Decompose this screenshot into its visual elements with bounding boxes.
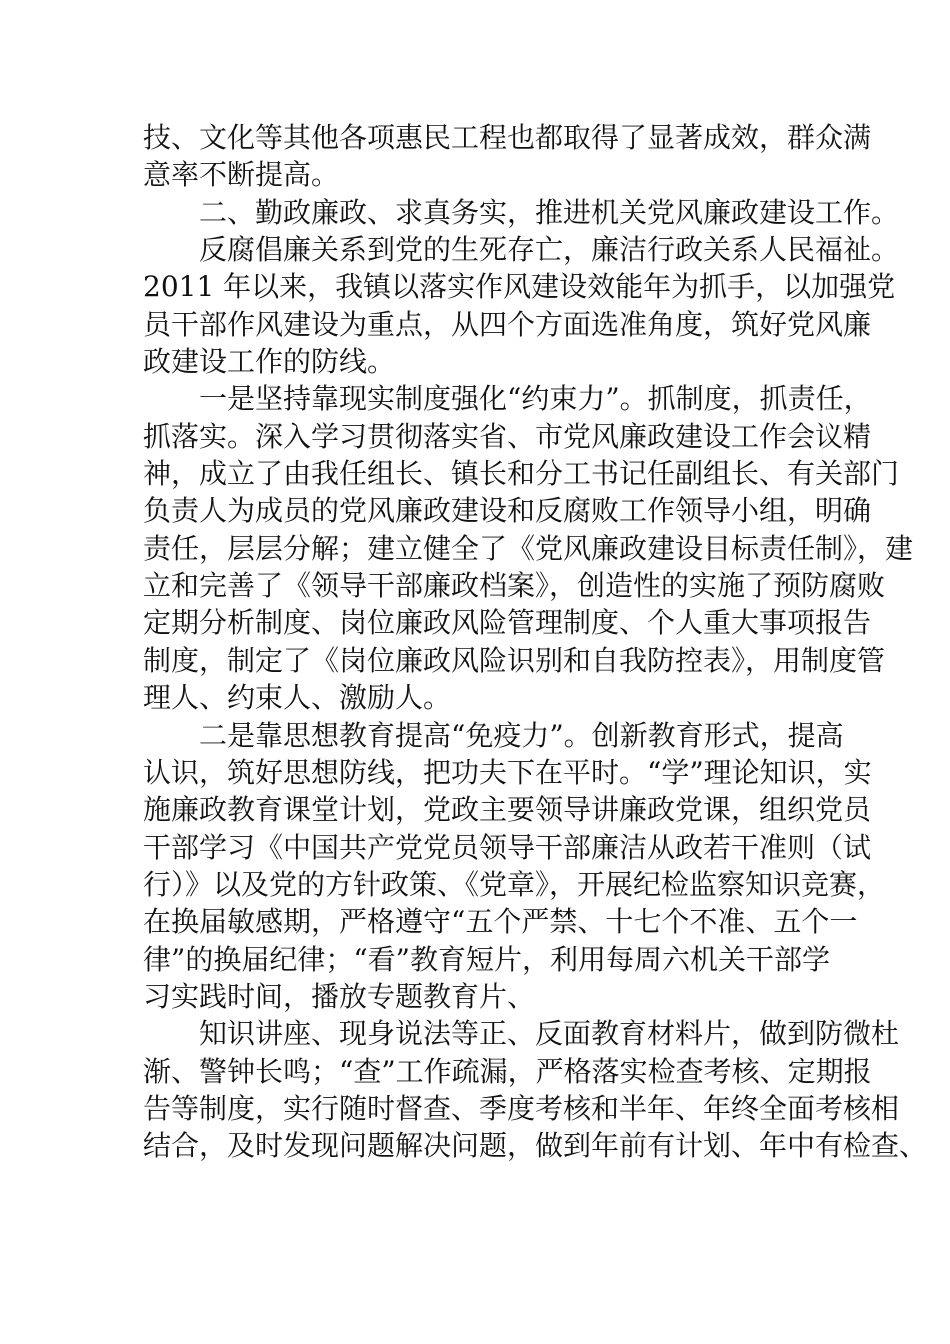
body-line: 员干部作风建设为重点，从四个方面选准角度，筑好党风廉 [143, 307, 872, 341]
paragraph-first-line: 二是靠思想教育提高“免疫力”。创新教育形式，提高 [199, 718, 844, 752]
body-line: 干部学习《中国共产党党员领导干部廉洁从政若干准则（试 [143, 830, 872, 864]
body-line: 渐、警钟长鸣；“查”工作疏漏，严格落实检查考核、定期报 [143, 1054, 872, 1088]
body-line: 认识，筑好思想防线，把功夫下在平时。“学”理论知识，实 [143, 755, 872, 789]
body-line: 意率不断提高。 [143, 158, 340, 192]
paragraph-first-line: 反腐倡廉关系到党的生死存亡，廉洁行政关系人民福祉。 [199, 233, 900, 267]
paragraph-first-line: 一是坚持靠现实制度强化“约束力”。抓制度，抓责任， [199, 382, 872, 416]
body-line: 负责人为成员的党风廉政建设和反腐败工作领导小组，明确 [143, 494, 872, 528]
body-line: 理人、约束人、激励人。 [143, 681, 452, 715]
body-line: 抓落实。深入学习贯彻落实省、市党风廉政建设工作会议精 [143, 419, 872, 453]
body-line: 技、文化等其他各项惠民工程也都取得了显著成效，群众满 [143, 121, 872, 154]
body-line: 制度，制定了《岗位廉政风险识别和自我防控表》，用制度管 [143, 643, 886, 677]
body-line: 2011 年以来，我镇以落实作风建设效能年为抓手，以加强党 [143, 270, 896, 304]
body-line: 结合，及时发现问题解决问题，做到年前有计划、年中有检查、 [143, 1129, 928, 1163]
body-line: 定期分析制度、岗位廉政风险管理制度、个人重大事项报告 [143, 606, 872, 640]
body-line: 习实践时间，播放专题教育片、 [143, 979, 536, 1013]
body-line: 责任，层层分解；建立健全了《党风廉政建设目标责任制》，建 [143, 531, 914, 565]
body-line: 在换届敏感期，严格遵守“五个严禁、十七个不准、五个一 [143, 905, 858, 939]
body-line: 神，成立了由我任组长、镇长和分工书记任副组长、有关部门 [143, 457, 900, 491]
body-line: 施廉政教育课堂计划，党政主要领导讲廉政党课，组织党员 [143, 793, 872, 827]
paragraph-first-line: 知识讲座、现身说法等正、反面教育材料片，做到防微杜 [199, 1017, 900, 1051]
document-body [143, 119, 928, 1165]
body-line: 行）》以及党的方针政策、《党章》，开展纪检监察知识竞赛， [143, 867, 886, 901]
body-line: 告等制度，实行随时督查、季度考核和半年、年终全面考核相 [143, 1091, 900, 1125]
body-line: 律”的换届纪律；“看”教育短片，利用每周六机关干部学 [143, 942, 830, 976]
body-line: 政建设工作的防线。 [143, 345, 396, 379]
section-heading: 二、勤政廉政、求真务实，推进机关党风廉政建设工作。 [199, 195, 900, 229]
body-line: 立和完善了《领导干部廉政档案》，创造性的实施了预防腐败 [143, 569, 886, 603]
